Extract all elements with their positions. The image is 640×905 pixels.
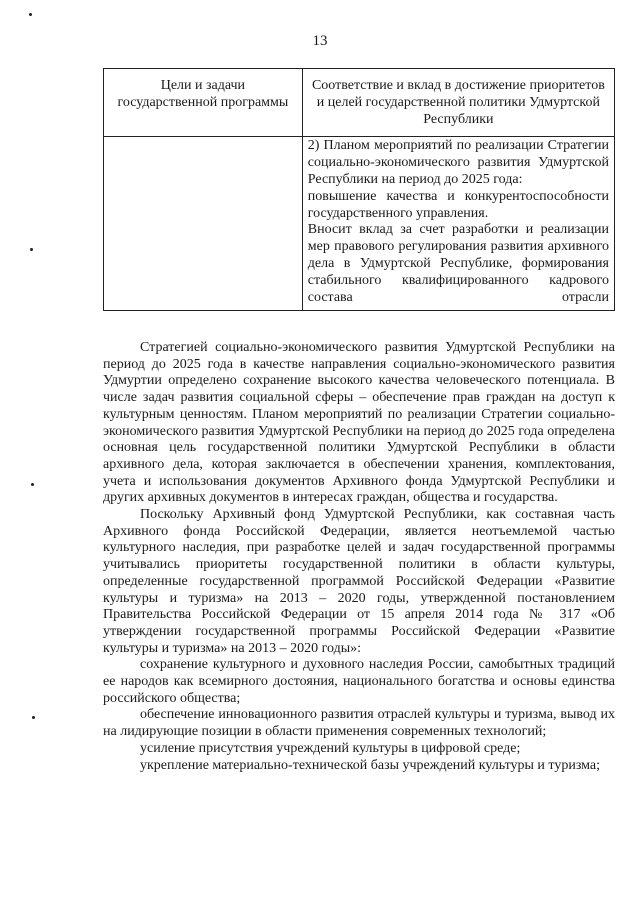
- table-cell-contribution: [302, 137, 614, 311]
- body-paragraph: обеспечение инновационного развития отраслей культуры и туризма, вывод их на лидирующие позиции в области применения современных технологий;: [103, 707, 615, 740]
- page-number: 13: [312, 33, 328, 49]
- goals-table: [103, 68, 615, 311]
- cell-paragraph: 2) Планом мероприятий по реализации Стратегии социально-экономического развития Удмуртской Республики на период до 2025 года:: [307, 138, 609, 187]
- body-paragraph: Стратегией социально-экономического развития Удмуртской Республики на период до 2025 года в качестве направления социально-экономического развития Удмуртии определено сохранение высокого качества человеческого потенциала. В числе задач развития социальной сферы – обеспечение прав граждан на доступ к культурным ценностям. Планом мероприятий по реализации Стратегии социально-экономического развития Удмуртской Республики на период до 2025 года определена основная цель государственной политики Удмуртской Республики в области архивного дела, которая заключается в обеспечении хранения, комплектования, учета и использования документов Архивного фонда Удмуртской Республики и других архивных документов в интересах граждан, общества и государства.: [103, 340, 615, 506]
- table-cell-goals: [104, 137, 303, 311]
- table-row: [104, 137, 615, 311]
- scan-dot: [31, 483, 34, 486]
- scan-dot: [29, 13, 32, 16]
- cell-paragraph: повышение качества и конкурентоспособности государственного управления.: [307, 188, 609, 221]
- table-header-contribution: Соответствие и вклад в достижение приоритетов и целей государственной политики Удмуртской Республики: [302, 69, 614, 137]
- body-paragraph: Поскольку Архивный фонд Удмуртской Республики, как составная часть Архивного фонда Российской Федерации, является неотъемлемой частью культурного наследия, при разработке целей и задач государственной программы учитывались приоритеты государственной политики в области культуры, определенные государственной программой Российской Федерации «Развитие культуры и туризма» на 2013 – 2020 годы, утвержденной постановлением Правительства Российской Федерации от 15 апреля 2014 года № 317 «Об утверждении государственной программы Российской Федерации «Развитие культуры и туризма» на 2013 – 2020 годы»:: [103, 507, 615, 656]
- body-paragraph: сохранение культурного и духовного наследия России, самобытных традиций ее народов как всемирного достояния, национального богатства и основы единства российского общества;: [103, 657, 615, 706]
- table-header-goals: Цели и задачи государственной программы: [104, 69, 303, 137]
- table-header-row: [104, 69, 615, 137]
- scan-dot: [32, 716, 35, 719]
- cell-paragraph: Вносит вклад за счет разработки и реализации мер правового регулирования развития архивного дела в Удмуртской Республике, формирования стабильного квалифицированного кадрового состава отрасли: [307, 222, 609, 305]
- document-body: [103, 340, 615, 774]
- body-paragraph: усиление присутствия учреждений культуры в цифровой среде;: [140, 740, 521, 756]
- body-paragraph: укрепление материально-технической базы учреждений культуры и туризма;: [140, 757, 601, 773]
- scan-dot: [30, 248, 33, 251]
